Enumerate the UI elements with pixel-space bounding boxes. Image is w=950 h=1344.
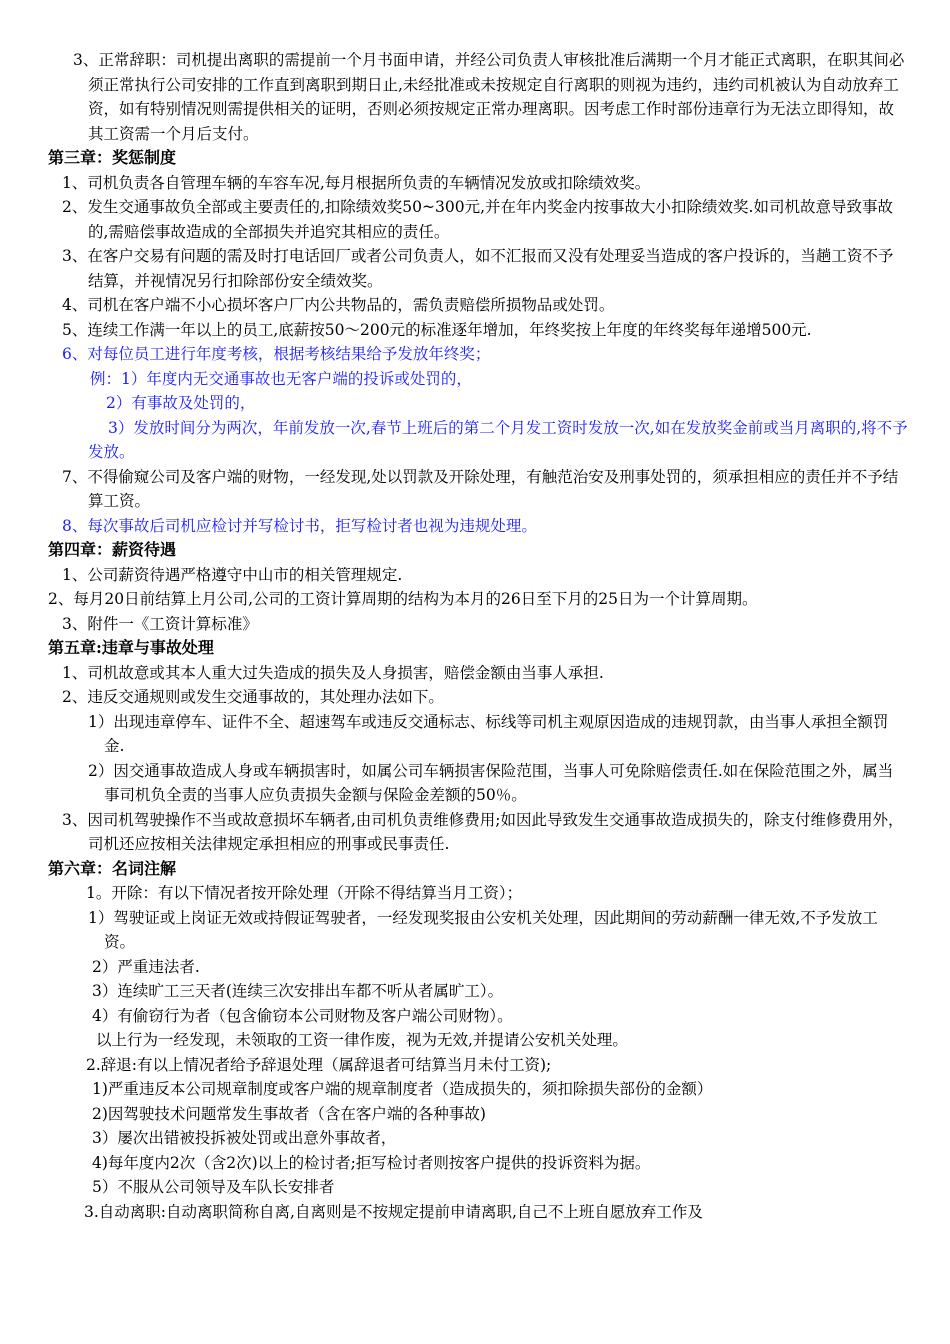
chapter-4-heading: 第四章：薪资待遇	[48, 540, 177, 559]
ch3-item-5: 5、连续工作满一年以上的员工,底薪按50～200元的标准逐年增加，年终奖按上年度的年终奖每年递增500元.	[62, 320, 812, 339]
ch5-item-3: 3、因司机驾驶操作不当或故意损坏车辆者,由司机负责维修费用;如因此导致发生交通事故造成损失的，除支付维修费用外，司机还应按相关法律规定承担相应的刑事或民事责任.	[62, 810, 904, 853]
ch6-discharge-1: 1)严重违反本公司规章制度或客户端的规章制度者（造成损失的，须扣除损失部份的金额）	[92, 1080, 713, 1098]
ch6-self-resignation: 3.自动离职:自动离职简称自离,自离则是不按规定提前申请离职,自己不上班自愿放弃工作及	[84, 1202, 703, 1221]
ch6-dismissal-3: 3）连续旷工三天者(连续三次安排出车都不听从者属旷工）。	[92, 982, 504, 1000]
ch6-discharge-4: 4)每年度内2次（含2次)以上的检讨者;拒写检讨者则按客户提供的投诉资料为据。	[92, 1153, 651, 1172]
ch6-dismissal-note: 以上行为一经发现，未领取的工资一律作废，视为无效,并提请公安机关处理。	[96, 1031, 628, 1049]
ch5-item-2-sub-2: 2）因交通事故造成人身或车辆损害时，如属公司车辆损害保险范围，当事人可免除赔偿责任.如在保险范围之外，属当事司机负全责的当事人应负责损失金额与保险金差额的50％。	[88, 761, 894, 804]
ch4-item-3: 3、附件一《工资计算标准》	[62, 614, 258, 633]
ch6-discharge-3: 3）屡次出错被投拆被处罚或出意外事故者，	[92, 1129, 397, 1147]
ch5-item-2-sub-1: 1）出现违章停车、证件不全、超速驾车或违反交通标志、标线等司机主观原因造成的违规罚款，由当事人承担全额罚金.	[88, 712, 889, 755]
ch3-item-6-example-3: 3）发放时间分为两次，年前发放一次,春节上班后的第二个月发工资时发放一次,如在发放奖金前或当月离职的,将不予发放。	[88, 418, 908, 461]
chapter-3-heading: 第三章：奖惩制度	[48, 148, 177, 167]
ch5-item-1: 1、司机故意或其本人重大过失造成的损失及人身损害，赔偿金额由当事人承担.	[62, 663, 604, 682]
clause-resignation: 3、正常辞职：司机提出离职的需提前一个月书面申请，并经公司负责人审核批准后满期一个月才能正式离职，在职其间必须正常执行公司安排的工作直到离职到期日止,未经批准或未按规定自行离职的则视为违约，违约司机被认为自动放弃工资，如有特别情况则需提供相关的证明，否则必须按规定正常办理离职。因考虑工作时部份违章行为无法立即得知，故其工资需一个月后支付。	[73, 51, 905, 143]
ch3-item-6-example-1: 例：1）年度内无交通事故也无客户端的投诉或处罚的，	[90, 369, 472, 388]
ch3-item-7: 7、不得偷窥公司及客户端的财物，一经发现,处以罚款及开除处理，有触范治安及刑事处罚的，须承担相应的责任并不予结算工资。	[62, 467, 899, 510]
ch5-item-2: 2、违反交通规则或发生交通事故的，其处理办法如下。	[62, 688, 444, 706]
ch6-dismissal: 1。开除：有以下情况者按开除处理（开除不得结算当月工资）；	[86, 884, 523, 902]
ch6-dismissal-2: 2）严重违法者.	[92, 957, 200, 976]
ch3-item-6-example-2: 2）有事故及处罚的，	[106, 394, 256, 412]
ch3-item-2: 2、发生交通事故负全部或主要责任的,扣除绩效奖50~300元,并在年内奖金内按事故大小扣除绩效奖.如司机故意导致事故的,需赔偿事故造成的全部损失并追究其相应的责任。	[62, 198, 893, 241]
ch3-item-8: 8、每次事故后司机应检讨并写检讨书，拒写检讨者也视为违规处理。	[62, 516, 537, 535]
ch3-item-4: 4、司机在客户端不小心损坏客户厂内公共物品的，需负责赔偿所损物品或处罚。	[62, 296, 615, 314]
ch6-discharge-2: 2)因驾驶技术问题常发生事故者（含在客户端的各种事故)	[92, 1104, 486, 1123]
chapter-5-heading: 第五章:违章与事故处理	[48, 638, 214, 657]
ch4-item-2: 2、每月20日前结算上月公司,公司的工资计算周期的结构为本月的26日至下月的25日为一个计算周期。	[48, 590, 758, 608]
chapter-6-heading: 第六章：名词注解	[48, 858, 177, 878]
ch3-item-3: 3、在客户交易有问题的需及时打电话回厂或者公司负责人，如不汇报而又没有处理妥当造成的客户投诉的，当趟工资不予结算，并视情况另行扣除部份安全绩效奖。	[62, 247, 894, 290]
ch3-item-6: 6、对每位员工进行年度考核，根据考核结果给予发放年终奖；	[62, 345, 491, 363]
ch6-dismissal-1: 1）驾驶证或上岗证无效或持假证驾驶者，一经发现奖报由公安机关处理，因此期间的劳动薪酬一律无效,不予发放工资。	[88, 908, 878, 951]
ch3-item-1: 1、司机负责各自管理车辆的车容车况,每月根据所负责的车辆情况发放或扣除绩效奖。	[62, 173, 651, 192]
ch6-discharge: 2.辞退:有以上情况者给予辞退处理（属辞退者可结算当月未付工资);	[86, 1055, 552, 1074]
ch6-dismissal-4: 4）有偷窃行为者（包含偷窃本公司财物及客户端公司财物）。	[92, 1006, 513, 1025]
ch6-discharge-5: 5）不服从公司领导及车队长安排者	[92, 1178, 335, 1196]
ch4-item-1: 1、公司薪资待遇严格遵守中山市的相关管理规定.	[62, 565, 403, 584]
